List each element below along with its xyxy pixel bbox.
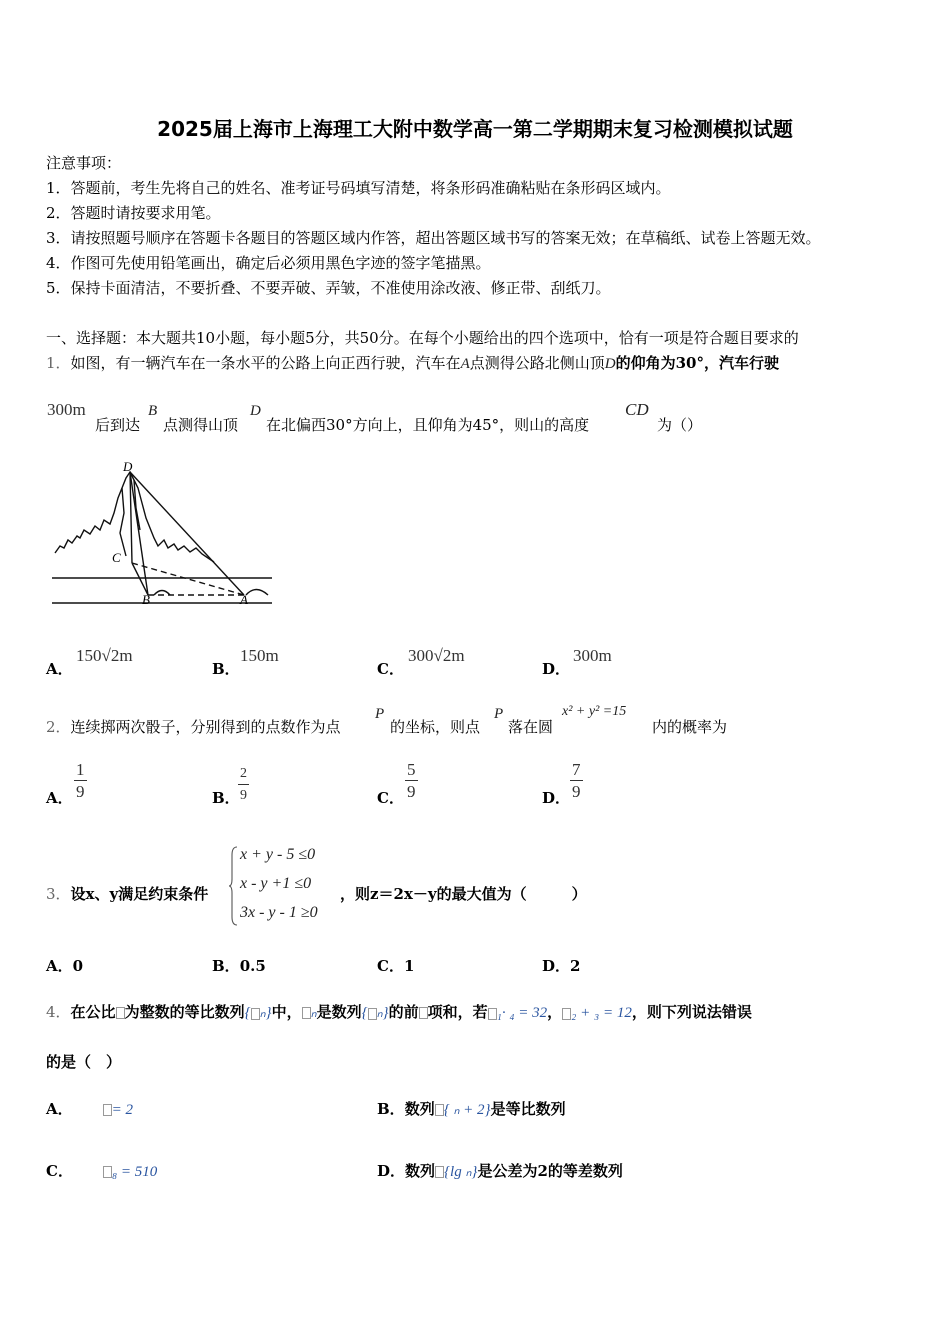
fig-label-A: A <box>240 592 248 607</box>
q2-option-d: D． <box>542 789 571 807</box>
q2-option-a: A． <box>46 789 73 807</box>
q4-option-c: C． ₈ = 510 <box>46 1162 158 1180</box>
option-d-value: 300m <box>573 646 612 665</box>
section-heading: 一、选择题：本大题共10小题，每小题5分，共50分。在每个小题给出的四个选项中，恰有一项是符合题目要求的 <box>46 329 799 347</box>
question-2-c: 落在圆 <box>508 718 554 736</box>
question-2-d: 内的概率为 <box>652 718 728 736</box>
question-3: 3．设x、y满足约束条件 <box>46 885 209 903</box>
constraint-2: x - y +1 ≤0 <box>240 875 312 892</box>
mountain-figure <box>50 458 280 608</box>
option-a: A． <box>46 660 73 678</box>
question-4-line-1: 4．在公比 为整数的等比数列{ ₙ}中， ₙ是数列{ ₙ}的前 项和，若 ₁· ₄ = 32， ₂ + ₃ = 12，则下列说法错误 <box>46 1003 752 1021</box>
option-b: B． <box>212 660 240 678</box>
note-item: 1．答题前，考生先将自己的姓名、准考证号码填写清楚，将条形码准确粘贴在条形码区域内。 <box>46 179 671 197</box>
question-1-line-1: 1．如图，有一辆汽车在一条水平的公路上向正西行驶，汽车在A点测得公路北侧山顶D的仰角为30°，汽车行驶 <box>46 354 779 372</box>
question-1-line-2d: 为（） <box>657 416 703 434</box>
note-item: 4．作图可先使用铅笔画出，确定后必须用黑色字迹的签字笔描黑。 <box>46 254 491 272</box>
q2-option-a-frac: $\frac{1}{9}$ <box>76 760 85 801</box>
q3-option-d: D．2 <box>542 957 581 975</box>
q3-option-c: C．1 <box>377 957 415 975</box>
q4-option-b: B．数列 { ₙ + 2}是等比数列 <box>377 1100 566 1118</box>
option-d: D． <box>542 660 571 678</box>
question-4-line-2: 的是（ ） <box>46 1053 122 1071</box>
page-title: 2025届上海市上海理工大附中数学高一第二学期期末复习检测模拟试题 <box>157 117 793 141</box>
option-c: C． <box>377 660 404 678</box>
fig-label-B: B <box>142 592 150 607</box>
question-1-line-2: 后到达 <box>95 416 141 434</box>
constraint-1: x + y - 5 ≤0 <box>240 846 316 863</box>
option-b-value: 150m <box>240 646 279 665</box>
option-a-value: 150√2m <box>76 646 133 665</box>
q2-option-c-frac: $\frac{5}{9}$ <box>407 760 416 801</box>
option-c-value: 300√2m <box>408 646 465 665</box>
constraint-3: 3x - y - 1 ≥0 <box>240 904 318 921</box>
q4-option-d: D．数列 {lg ₙ}是公差为2的等差数列 <box>377 1162 623 1180</box>
question-2-P2: P <box>494 706 504 722</box>
question-1-line-2c: 在北偏西30°方向上，且仰角为45°，则山的高度 <box>266 416 590 434</box>
note-item: 5．保持卡面清洁，不要折叠、不要弄破、弄皱，不准使用涂改液、修正带、刮纸刀。 <box>46 279 611 297</box>
fig-label-D: D <box>123 459 133 474</box>
q4-option-a: A． = 2 <box>46 1100 134 1118</box>
question-1-D2: D <box>250 403 261 419</box>
q2-option-b: B． <box>212 789 240 807</box>
question-2-P1: P <box>375 706 385 722</box>
q2-option-c: C． <box>377 789 404 807</box>
question-1-line-2b: 点测得山顶 <box>163 416 239 434</box>
question-1-distance: 300m <box>47 400 86 419</box>
q2-option-b-frac: $\frac{2}{9}$ <box>240 766 247 803</box>
q3-option-a: A．0 <box>46 957 84 975</box>
question-1-CD: CD <box>625 400 649 419</box>
placeholder-glyph <box>116 1007 125 1019</box>
question-2: 2．连续掷两次骰子，分别得到的点数作为点 <box>46 718 341 736</box>
question-3-tail: ，则z＝2x－y的最大值为（ ） <box>340 885 587 903</box>
q2-option-d-frac: $\frac{7}{9}$ <box>572 760 581 801</box>
note-item: 3．请按照题号顺序在答题卡各题目的答题区域内作答，超出答题区域书写的答案无效；在草稿纸、试卷上答题无效。 <box>46 229 821 247</box>
fig-label-C: C <box>112 550 121 565</box>
question-2-circle: x² + y² =15 <box>562 704 627 719</box>
question-1-B: B <box>148 403 158 419</box>
question-2-b: 的坐标，则点 <box>390 718 481 736</box>
constraint-brace <box>229 845 239 927</box>
q3-option-b: B．0.5 <box>212 957 266 975</box>
note-item: 2．答题时请按要求用笔。 <box>46 204 221 222</box>
notes-heading: 注意事项： <box>46 154 122 172</box>
